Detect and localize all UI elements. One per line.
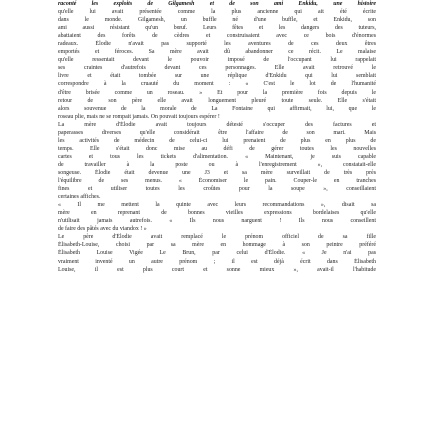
text-line: Le père d'Élodie avait remplacé le prénom officiel de sa fille bbox=[58, 234, 376, 241]
text-line: de travailler à la poste ou à l'enregistrement », constatait-elle bbox=[58, 161, 376, 168]
text-line: qu'elle lui avait présentée comme la plus ancienne qui ait été écrite bbox=[58, 9, 376, 16]
text-line: « Il me mettent la quinte avec leurs recommandations », disait sa bbox=[58, 202, 376, 209]
text-line: livre et était tombée sur une réplique d'Enkidu qui lui semblait bbox=[58, 73, 376, 80]
book-page bbox=[58, 0, 376, 433]
text-line: n'utilisait jamais autrefois. « Ils nous narguent ! Ils nous conseillent bbox=[58, 218, 376, 225]
text-line: La mère d'Élodie avait toujours détesté s'occuper des factures et bbox=[58, 121, 376, 128]
text-line: certaines affiches. bbox=[58, 194, 101, 201]
text-line: ami aussi résistant qu'un bœuf. Leurs fêtes et les dangers des tuteurs, bbox=[58, 25, 376, 32]
text-line: l'équilibre de ses menus. « Économiser le pain. Couper-le en tranches bbox=[58, 178, 376, 185]
text-line: mère en reprenant de bonnes vieilles expressions bordelaises qu'elle bbox=[58, 210, 376, 217]
text-line: alors souvenue de la morale de La Fontaine qui affirmait, lui, que le bbox=[58, 105, 376, 112]
text-line: d'être brisée comme un roseau. » Et pour la première fois depuis le bbox=[58, 89, 376, 96]
text-line: roseau plie, mais ne se rompait jamais. On pouvait toujours espérer ! bbox=[58, 113, 220, 120]
text-line: Élisabeth-Louise, choisi par sa mère en hommage à son peintre préféré bbox=[58, 242, 376, 249]
text-line: Louise, il est plus court et sonne mieux », avait-il l'habitude bbox=[58, 266, 376, 273]
text-line: retour de son père elle avait longuement pleuré toute seule. Elle s'était bbox=[58, 97, 376, 104]
text-line: radeaux. Élodie n'avait pas supporté les aventures de ces deux êtres bbox=[58, 41, 376, 48]
text-line: Élisabeth Louise Vigée Le Brun, par celui d'Élodie. « Je n'ai pas bbox=[58, 250, 376, 257]
text-line: qu'elle ressentait devant le pouvoir imposé de l'occupant lui rappelait bbox=[58, 57, 376, 64]
text-line: cartes et tous les tickets d'alimentation. « Maintenant, je suis capable bbox=[58, 153, 376, 160]
text-line: correspondre à la cruauté du moment : « C'est le lot de l'humanité bbox=[58, 81, 376, 88]
text-line: temps. Elle s'était donc mise au défi de gérer toutes les nouvelles bbox=[58, 145, 376, 152]
text-line: dans le monde. Gilgamesh, un buffle né d'une buffle, et Enkidu, son bbox=[58, 17, 376, 24]
text-line: de faire des pâtés avec du viandox ! » bbox=[58, 226, 147, 233]
text-line: ses craintes d'autrefois devant ces personnages. Elle avait retrouvé le bbox=[58, 65, 376, 72]
text-line: songeuse. Élodie était devenue une J3 et sa mère surveillait de très près bbox=[58, 169, 376, 176]
text-line: paperasses diverses qu'elle considérait être l'affaire de son mari. Mais bbox=[58, 129, 376, 136]
text-line: fines et utiliser toutes les croûtes pour la soupe », conseillaient bbox=[58, 186, 376, 193]
text-line: vraiment inventé un autre prénom ; il est déjà écrit dans Élisabeth bbox=[58, 258, 376, 265]
text-line: les activités de médecin de celui-ci lui prenaient de plus en plus de bbox=[58, 137, 376, 144]
text-line: emportés et féroces. Sa mère avait dû abandonner ce récit. Le malaise bbox=[58, 49, 376, 56]
text-line: raconté les exploits de Gilgamesh et de son ami Enkidu, une histoire bbox=[58, 1, 376, 7]
text-line: abattaient des forêts de cèdres et construisaient avec ce bois d'énormes bbox=[58, 33, 376, 40]
